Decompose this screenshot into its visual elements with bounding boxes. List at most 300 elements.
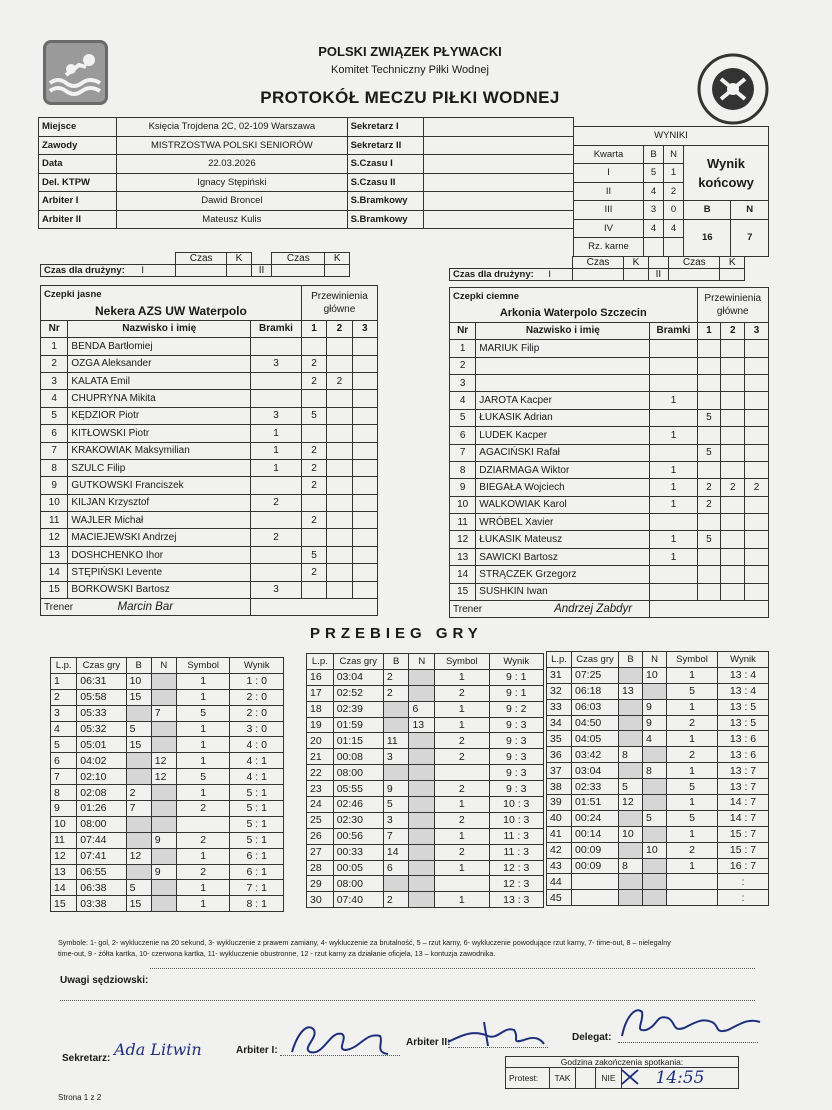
timeout-k-label: K bbox=[227, 253, 252, 265]
log-away-player: 12 bbox=[151, 769, 176, 785]
log-symbol: 1 bbox=[667, 699, 718, 715]
log-away-player bbox=[151, 785, 176, 801]
log-index: 42 bbox=[547, 842, 572, 858]
log-home-player: 3 bbox=[383, 812, 409, 828]
log-index: 11 bbox=[51, 832, 77, 848]
player-penalty-1: 2 bbox=[697, 496, 721, 513]
log-index: 36 bbox=[547, 747, 572, 763]
player-row bbox=[41, 529, 378, 546]
log-home-player: 12 bbox=[126, 848, 151, 864]
log-header-row bbox=[307, 654, 544, 670]
player-penalty-1 bbox=[301, 494, 326, 511]
player-number: 9 bbox=[450, 479, 476, 496]
game-log-table-2 bbox=[306, 653, 544, 908]
log-away-player bbox=[151, 848, 176, 864]
p2-header: 2 bbox=[327, 320, 352, 337]
log-away-player bbox=[409, 781, 435, 797]
log-row bbox=[307, 701, 544, 717]
home-cap-label: Czepki jasne bbox=[41, 286, 302, 303]
log-index: 25 bbox=[307, 812, 334, 828]
log-score: 13 : 4 bbox=[718, 667, 769, 683]
player-penalty-3 bbox=[352, 477, 377, 494]
log-score: 5 : 1 bbox=[230, 785, 284, 801]
log-header-lp: L.p. bbox=[547, 652, 572, 668]
log-time: 07:44 bbox=[77, 832, 126, 848]
log-symbol: 1 bbox=[176, 673, 230, 689]
player-penalty-3 bbox=[352, 425, 377, 442]
b-header: B bbox=[644, 145, 664, 164]
log-time: 01:15 bbox=[333, 733, 383, 749]
log-time: 05:01 bbox=[77, 737, 126, 753]
log-time: 00:24 bbox=[572, 810, 619, 826]
player-penalty-3 bbox=[745, 340, 769, 357]
log-header-bb: B bbox=[619, 652, 643, 668]
home-coach-row: Trener Marcin Bar bbox=[41, 599, 251, 616]
log-score: 1 : 0 bbox=[230, 673, 284, 689]
player-penalty-3 bbox=[352, 338, 377, 355]
page-footer: Strona 1 z 2 bbox=[58, 1093, 102, 1102]
player-penalty-1: 2 bbox=[301, 372, 326, 389]
log-row bbox=[307, 717, 544, 733]
player-goals: 2 bbox=[251, 529, 302, 546]
log-symbol: 1 bbox=[667, 795, 718, 811]
log-index: 44 bbox=[547, 874, 572, 890]
p3-header: 3 bbox=[745, 322, 769, 339]
log-score: 6 : 1 bbox=[230, 864, 284, 880]
player-name: WALKOWIAK Karol bbox=[476, 496, 650, 513]
log-away-player bbox=[409, 685, 435, 701]
player-goals bbox=[251, 390, 302, 407]
log-home-player bbox=[126, 832, 151, 848]
log-time: 08:00 bbox=[333, 876, 383, 892]
player-row bbox=[450, 514, 769, 531]
player-row bbox=[450, 479, 769, 496]
player-penalty-2 bbox=[327, 477, 352, 494]
log-home-player bbox=[383, 876, 409, 892]
player-penalty-1: 5 bbox=[301, 546, 326, 563]
log-header-row bbox=[547, 652, 769, 668]
log-index: 17 bbox=[307, 685, 334, 701]
log-score: 4 : 0 bbox=[230, 737, 284, 753]
player-number: 3 bbox=[41, 372, 68, 389]
log-index: 14 bbox=[51, 880, 77, 896]
player-number: 1 bbox=[450, 340, 476, 357]
log-home-player bbox=[619, 667, 643, 683]
player-penalty-1: 2 bbox=[301, 355, 326, 372]
log-away-player bbox=[151, 896, 176, 912]
log-index: 27 bbox=[307, 844, 334, 860]
player-name bbox=[476, 374, 650, 391]
info-label-2: S.Bramkowy bbox=[347, 192, 423, 211]
log-away-player: 6 bbox=[409, 701, 435, 717]
log-symbol: 5 bbox=[176, 769, 230, 785]
player-penalty-3 bbox=[352, 459, 377, 476]
log-away-player: 9 bbox=[643, 699, 667, 715]
nr-header: Nr bbox=[450, 322, 476, 339]
player-penalty-3 bbox=[745, 374, 769, 391]
player-penalty-2 bbox=[721, 461, 745, 478]
player-goals bbox=[650, 374, 697, 391]
player-penalty-1 bbox=[301, 581, 326, 598]
log-time: 00:14 bbox=[572, 826, 619, 842]
player-penalty-1: 2 bbox=[301, 564, 326, 581]
log-away-player bbox=[151, 689, 176, 705]
player-number: 10 bbox=[450, 496, 476, 513]
info-row bbox=[39, 118, 574, 137]
player-row bbox=[41, 477, 378, 494]
player-penalty-3 bbox=[745, 566, 769, 583]
player-penalty-2 bbox=[327, 494, 352, 511]
info-label-2: Sekretarz II bbox=[347, 136, 423, 155]
log-row bbox=[51, 848, 284, 864]
player-penalty-2 bbox=[327, 355, 352, 372]
log-index: 20 bbox=[307, 733, 334, 749]
log-away-player bbox=[409, 812, 435, 828]
log-time: 00:08 bbox=[333, 749, 383, 765]
protest-nie: NIE bbox=[596, 1068, 622, 1089]
player-row bbox=[450, 583, 769, 600]
player-penalty-1 bbox=[301, 338, 326, 355]
player-number: 13 bbox=[450, 548, 476, 565]
player-penalty-2 bbox=[721, 583, 745, 600]
info-label: Data bbox=[39, 155, 117, 174]
log-home-player bbox=[619, 810, 643, 826]
player-penalty-1: 2 bbox=[697, 479, 721, 496]
log-index: 26 bbox=[307, 828, 334, 844]
log-score: 9 : 3 bbox=[489, 765, 543, 781]
player-row bbox=[450, 548, 769, 565]
arbiter2-signature-icon bbox=[444, 1016, 548, 1052]
info-label-2: Sekretarz I bbox=[347, 118, 423, 137]
remarks-line bbox=[60, 1000, 755, 1001]
player-goals: 1 bbox=[650, 531, 697, 548]
secretary-label: Sekretarz: bbox=[62, 1053, 111, 1064]
log-index: 3 bbox=[51, 705, 77, 721]
match-info-table bbox=[38, 117, 574, 229]
player-row bbox=[41, 581, 378, 598]
log-symbol: 2 bbox=[435, 812, 489, 828]
player-number: 11 bbox=[41, 512, 68, 529]
log-index: 23 bbox=[307, 781, 334, 797]
quarter-score-b: 3 bbox=[644, 201, 664, 220]
log-header-lp: L.p. bbox=[51, 658, 77, 674]
player-name: STĘPIŃSKI Levente bbox=[68, 564, 251, 581]
player-number: 8 bbox=[41, 459, 68, 476]
player-row bbox=[450, 357, 769, 374]
log-symbol: 2 bbox=[435, 749, 489, 765]
quarter-score-n: 1 bbox=[664, 164, 684, 183]
log-home-player bbox=[619, 890, 643, 906]
log-symbol: 2 bbox=[176, 801, 230, 817]
player-goals: 1 bbox=[251, 442, 302, 459]
log-row bbox=[307, 781, 544, 797]
log-header-sym: Symbol bbox=[667, 652, 718, 668]
log-score: 13 : 5 bbox=[718, 715, 769, 731]
info-value-2 bbox=[423, 192, 573, 211]
final-score-b: 16 bbox=[684, 219, 731, 256]
log-score: 9 : 2 bbox=[489, 701, 543, 717]
player-goals bbox=[650, 340, 697, 357]
secretary-signature: Ada Litwin bbox=[114, 1040, 202, 1059]
log-score: 13 : 5 bbox=[718, 699, 769, 715]
player-number: 3 bbox=[450, 374, 476, 391]
player-number: 9 bbox=[41, 477, 68, 494]
log-home-player: 5 bbox=[619, 779, 643, 795]
game-log-title: PRZEBIEG GRY bbox=[310, 625, 483, 642]
log-time: 03:04 bbox=[333, 669, 383, 685]
player-name: ŁUKASIK Mateusz bbox=[476, 531, 650, 548]
info-row bbox=[39, 136, 574, 155]
log-row bbox=[547, 826, 769, 842]
log-symbol: 1 bbox=[435, 860, 489, 876]
log-symbol: 2 bbox=[667, 842, 718, 858]
quarter-label: III bbox=[574, 201, 644, 220]
timeout-two-label: II bbox=[251, 265, 271, 277]
remarks-label: Uwagi sędziowski: bbox=[60, 975, 149, 986]
player-row bbox=[450, 409, 769, 426]
player-row bbox=[450, 427, 769, 444]
log-time: 07:40 bbox=[333, 892, 383, 908]
log-home-player: 15 bbox=[126, 689, 151, 705]
log-score: 9 : 1 bbox=[489, 669, 543, 685]
log-score: 13 : 7 bbox=[718, 779, 769, 795]
player-penalty-1: 2 bbox=[301, 512, 326, 529]
home-coach: Marcin Bar bbox=[117, 601, 174, 614]
log-score: 15 : 7 bbox=[718, 826, 769, 842]
player-penalty-1 bbox=[697, 340, 721, 357]
log-score: 11 : 3 bbox=[489, 828, 543, 844]
log-away-player bbox=[643, 890, 667, 906]
log-header-tm: Czas gry bbox=[333, 654, 383, 670]
info-value-2 bbox=[423, 173, 573, 192]
player-row bbox=[41, 442, 378, 459]
log-score: 10 : 3 bbox=[489, 812, 543, 828]
log-home-player: 7 bbox=[383, 828, 409, 844]
player-number: 14 bbox=[41, 564, 68, 581]
log-time: 06:38 bbox=[77, 880, 126, 896]
player-name: ŁUKASIK Adrian bbox=[476, 409, 650, 426]
player-penalty-2 bbox=[327, 390, 352, 407]
log-index: 15 bbox=[51, 896, 77, 912]
penalties-header: Przewinienia główne bbox=[301, 286, 377, 321]
log-row bbox=[51, 816, 284, 832]
info-row bbox=[39, 192, 574, 211]
player-number: 8 bbox=[450, 461, 476, 478]
log-symbol: 1 bbox=[176, 848, 230, 864]
pzp-seal-icon bbox=[697, 53, 769, 125]
player-penalty-1 bbox=[697, 357, 721, 374]
log-index: 19 bbox=[307, 717, 334, 733]
log-row bbox=[547, 810, 769, 826]
log-home-player bbox=[126, 769, 151, 785]
log-home-player bbox=[619, 842, 643, 858]
waterpolo-logo-icon bbox=[43, 40, 108, 105]
log-score: 7 : 1 bbox=[230, 880, 284, 896]
player-penalty-3 bbox=[745, 392, 769, 409]
log-row bbox=[307, 749, 544, 765]
p1-header: 1 bbox=[301, 320, 326, 337]
log-home-player: 8 bbox=[619, 858, 643, 874]
player-penalty-3 bbox=[352, 390, 377, 407]
player-number: 1 bbox=[41, 338, 68, 355]
player-goals bbox=[650, 514, 697, 531]
timeout-team-label: Czas dla drużyny: I bbox=[450, 269, 573, 281]
log-score: 13 : 3 bbox=[489, 892, 543, 908]
log-away-player bbox=[643, 858, 667, 874]
log-home-player bbox=[126, 705, 151, 721]
protest-label: Protest: bbox=[506, 1068, 550, 1089]
player-name: KITŁOWSKI Piotr bbox=[68, 425, 251, 442]
log-score: 2 : 0 bbox=[230, 705, 284, 721]
log-header-nn: N bbox=[409, 654, 435, 670]
p3-header: 3 bbox=[352, 320, 377, 337]
log-row bbox=[51, 896, 284, 912]
name-header: Nazwisko i imię bbox=[476, 322, 650, 339]
log-home-player bbox=[383, 701, 409, 717]
timeout-czas-label: Czas bbox=[572, 257, 623, 269]
log-score: 5 : 1 bbox=[230, 832, 284, 848]
player-goals: 1 bbox=[650, 461, 697, 478]
log-symbol: 1 bbox=[176, 689, 230, 705]
player-penalty-1: 5 bbox=[697, 531, 721, 548]
log-score: 13 : 6 bbox=[718, 731, 769, 747]
log-away-player: 8 bbox=[643, 763, 667, 779]
timeout-czas-label: Czas bbox=[669, 257, 720, 269]
log-index: 39 bbox=[547, 795, 572, 811]
log-time: 06:31 bbox=[77, 673, 126, 689]
player-name: KRAKOWIAK Maksymilian bbox=[68, 442, 251, 459]
timeout-k-label: K bbox=[624, 257, 649, 269]
player-row bbox=[41, 390, 378, 407]
log-symbol: 2 bbox=[667, 747, 718, 763]
log-score: 16 : 7 bbox=[718, 858, 769, 874]
player-goals: 1 bbox=[650, 427, 697, 444]
log-symbol: 1 bbox=[667, 858, 718, 874]
log-symbol: 1 bbox=[435, 701, 489, 717]
player-penalty-3 bbox=[352, 581, 377, 598]
symbols-legend bbox=[58, 937, 773, 959]
log-symbol: 2 bbox=[435, 733, 489, 749]
player-penalty-2 bbox=[721, 374, 745, 391]
player-penalty-2 bbox=[721, 340, 745, 357]
remarks-line bbox=[150, 968, 755, 969]
log-home-player: 5 bbox=[383, 797, 409, 813]
log-symbol: 1 bbox=[667, 731, 718, 747]
committee-name: Komitet Techniczny Piłki Wodnej bbox=[331, 64, 489, 76]
quarter-score-b: 4 bbox=[644, 219, 664, 238]
log-symbol: 2 bbox=[176, 864, 230, 880]
log-away-player bbox=[151, 737, 176, 753]
player-name: DOSHCHENKO Ihor bbox=[68, 546, 251, 563]
player-row bbox=[41, 407, 378, 424]
log-header-wy: Wynik bbox=[718, 652, 769, 668]
player-name: GUTKOWSKI Franciszek bbox=[68, 477, 251, 494]
delegate-signature-icon bbox=[616, 1002, 766, 1042]
quarter-score-n: 0 bbox=[664, 201, 684, 220]
player-penalty-1 bbox=[697, 514, 721, 531]
player-goals bbox=[251, 512, 302, 529]
protest-tak: TAK bbox=[550, 1068, 576, 1089]
log-away-player bbox=[409, 828, 435, 844]
player-number: 2 bbox=[41, 355, 68, 372]
log-away-player: 9 bbox=[151, 864, 176, 880]
info-label: Zawody bbox=[39, 136, 117, 155]
info-value: Ignacy Stępiński bbox=[117, 173, 347, 192]
player-penalty-2 bbox=[721, 444, 745, 461]
log-score: 9 : 3 bbox=[489, 781, 543, 797]
log-home-player: 8 bbox=[619, 747, 643, 763]
log-away-player bbox=[643, 874, 667, 890]
log-index: 8 bbox=[51, 785, 77, 801]
log-row bbox=[51, 689, 284, 705]
log-home-player: 3 bbox=[383, 749, 409, 765]
player-number: 5 bbox=[41, 407, 68, 424]
delegate-label: Delegat: bbox=[572, 1032, 612, 1043]
player-name: CHUPRYNA Mikita bbox=[68, 390, 251, 407]
log-time: 05:32 bbox=[77, 721, 126, 737]
log-index: 31 bbox=[547, 667, 572, 683]
player-penalty-1 bbox=[301, 529, 326, 546]
player-row bbox=[41, 564, 378, 581]
arbiter1-signature-icon bbox=[284, 1012, 394, 1064]
player-row bbox=[41, 355, 378, 372]
log-score: 14 : 7 bbox=[718, 810, 769, 826]
player-goals: 1 bbox=[650, 496, 697, 513]
player-penalty-2 bbox=[721, 531, 745, 548]
log-symbol: 1 bbox=[435, 797, 489, 813]
log-row bbox=[547, 667, 769, 683]
log-away-player bbox=[409, 669, 435, 685]
player-row bbox=[450, 566, 769, 583]
player-penalty-2 bbox=[327, 564, 352, 581]
log-home-player: 2 bbox=[383, 892, 409, 908]
player-goals: 1 bbox=[650, 548, 697, 565]
log-symbol: 1 bbox=[667, 763, 718, 779]
quarter-header: Kwarta bbox=[574, 145, 644, 164]
log-index: 28 bbox=[307, 860, 334, 876]
log-time: 05:33 bbox=[77, 705, 126, 721]
player-number: 4 bbox=[41, 390, 68, 407]
log-index: 2 bbox=[51, 689, 77, 705]
log-time: 08:00 bbox=[333, 765, 383, 781]
log-index: 40 bbox=[547, 810, 572, 826]
timeout-czas-label: Czas bbox=[272, 253, 325, 265]
log-index: 43 bbox=[547, 858, 572, 874]
away-coach: Andrzej Zabdyr bbox=[554, 603, 633, 616]
away-team-name: Arkonia Waterpolo Szczecin bbox=[450, 305, 698, 322]
player-goals bbox=[650, 444, 697, 461]
log-header-tm: Czas gry bbox=[572, 652, 619, 668]
p2-header: 2 bbox=[721, 322, 745, 339]
player-name: SAWICKI Bartosz bbox=[476, 548, 650, 565]
player-number: 14 bbox=[450, 566, 476, 583]
log-row bbox=[51, 753, 284, 769]
player-number: 6 bbox=[41, 425, 68, 442]
log-score: 2 : 0 bbox=[230, 689, 284, 705]
log-symbol: 2 bbox=[667, 715, 718, 731]
player-penalty-2 bbox=[327, 338, 352, 355]
log-away-player bbox=[643, 683, 667, 699]
player-penalty-2 bbox=[721, 357, 745, 374]
player-name: BIEGAŁA Wojciech bbox=[476, 479, 650, 496]
log-away-player: 12 bbox=[151, 753, 176, 769]
log-index: 21 bbox=[307, 749, 334, 765]
log-home-player: 5 bbox=[126, 880, 151, 896]
player-penalty-2 bbox=[327, 581, 352, 598]
log-row bbox=[307, 733, 544, 749]
player-name: WAJLER Michał bbox=[68, 512, 251, 529]
player-goals: 2 bbox=[251, 494, 302, 511]
